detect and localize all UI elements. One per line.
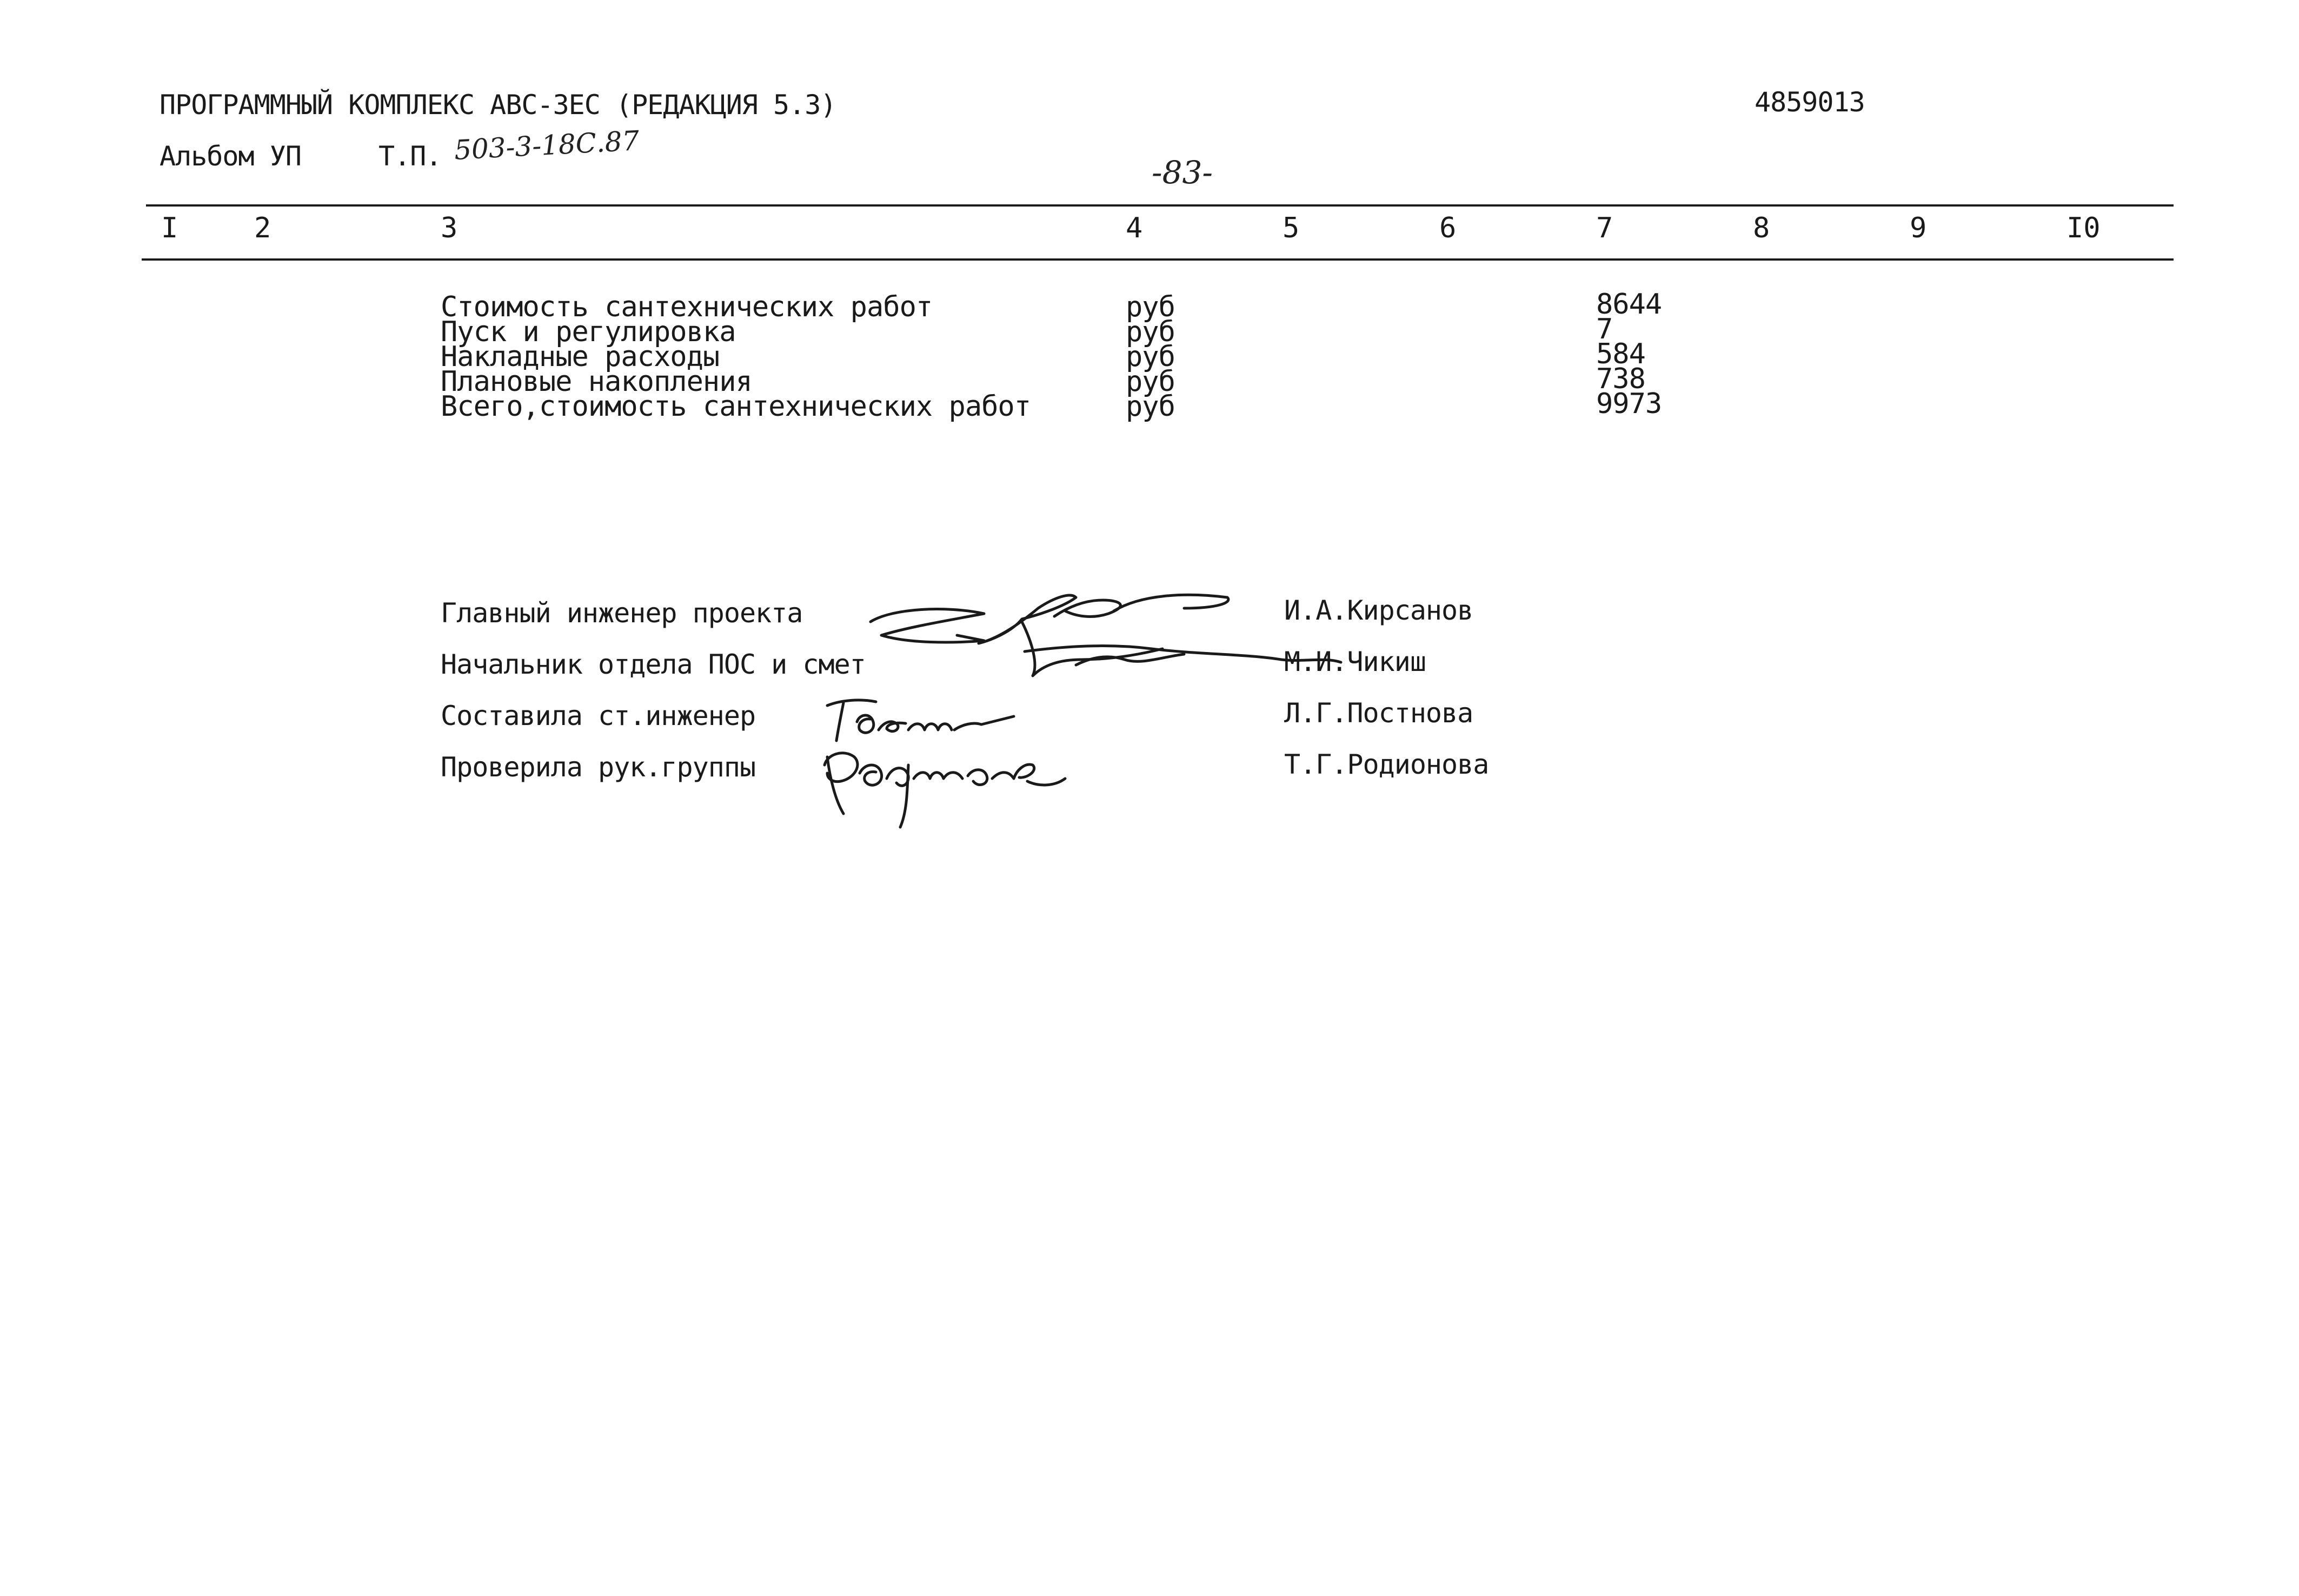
signature-role-department-head: Начальник отдела ПОС и смет	[441, 649, 866, 680]
signature-rodionova-icon	[811, 741, 1071, 838]
page-number: -83-	[1152, 154, 1213, 191]
column-number-4: 4	[1126, 212, 1143, 244]
row-value: 738	[1596, 363, 1645, 395]
row-name: Стоимость сантехнических работ	[441, 291, 933, 323]
signature-name-chief-engineer: И.А.Кирсанов	[1284, 595, 1473, 626]
table-top-rule	[146, 204, 2174, 207]
row-unit: руб	[1126, 341, 1175, 373]
row-unit: руб	[1126, 316, 1175, 348]
program-title: ПРОГРАММНЫЙ КОМПЛЕКС АВС-ЗЕС (РЕДАКЦИЯ 5.3)	[160, 89, 836, 121]
row-name: Пуск и регулировка	[441, 316, 736, 348]
row-value: 584	[1596, 338, 1645, 370]
document-number: 4859013	[1755, 87, 1865, 118]
signature-name-compiler: Л.Г.Постнова	[1284, 697, 1473, 729]
column-number-8: 8	[1753, 212, 1770, 244]
row-name: Всего,стоимость сантехнических работ	[441, 390, 1031, 423]
album-label: Альбом УП	[160, 141, 301, 172]
column-number-5: 5	[1283, 212, 1300, 244]
row-name: Накладные расходы	[441, 341, 720, 373]
column-number-7: 7	[1596, 212, 1613, 244]
signature-role-checker: Проверила рук.группы	[441, 752, 756, 783]
column-number-10: I0	[2067, 212, 2101, 244]
tp-label: Т.П.	[378, 141, 442, 172]
row-value: 8644	[1596, 288, 1662, 321]
row-unit: руб	[1126, 390, 1175, 423]
column-number-3: 3	[441, 212, 458, 244]
row-value: 9973	[1596, 388, 1662, 420]
column-number-6: 6	[1439, 212, 1457, 244]
signature-name-department-head: М.И.Чикиш	[1284, 646, 1426, 677]
row-value: 7	[1596, 313, 1613, 345]
signature-name-checker: Т.Г.Родионова	[1284, 749, 1489, 780]
column-number-1: I	[161, 212, 178, 244]
row-unit: руб	[1126, 291, 1175, 323]
table-header-bottom-rule	[142, 258, 2174, 261]
signature-role-compiler: Составила ст.инженер	[441, 700, 756, 732]
signature-role-chief-engineer: Главный инженер проекта	[441, 597, 803, 629]
column-number-9: 9	[1910, 212, 1927, 244]
signature-chikish-icon	[1022, 641, 1346, 684]
row-unit: руб	[1126, 365, 1175, 398]
row-name: Плановые накопления	[441, 365, 752, 398]
column-number-2: 2	[254, 212, 271, 244]
tp-handwritten-number: 503-3-18С.87	[453, 125, 640, 166]
